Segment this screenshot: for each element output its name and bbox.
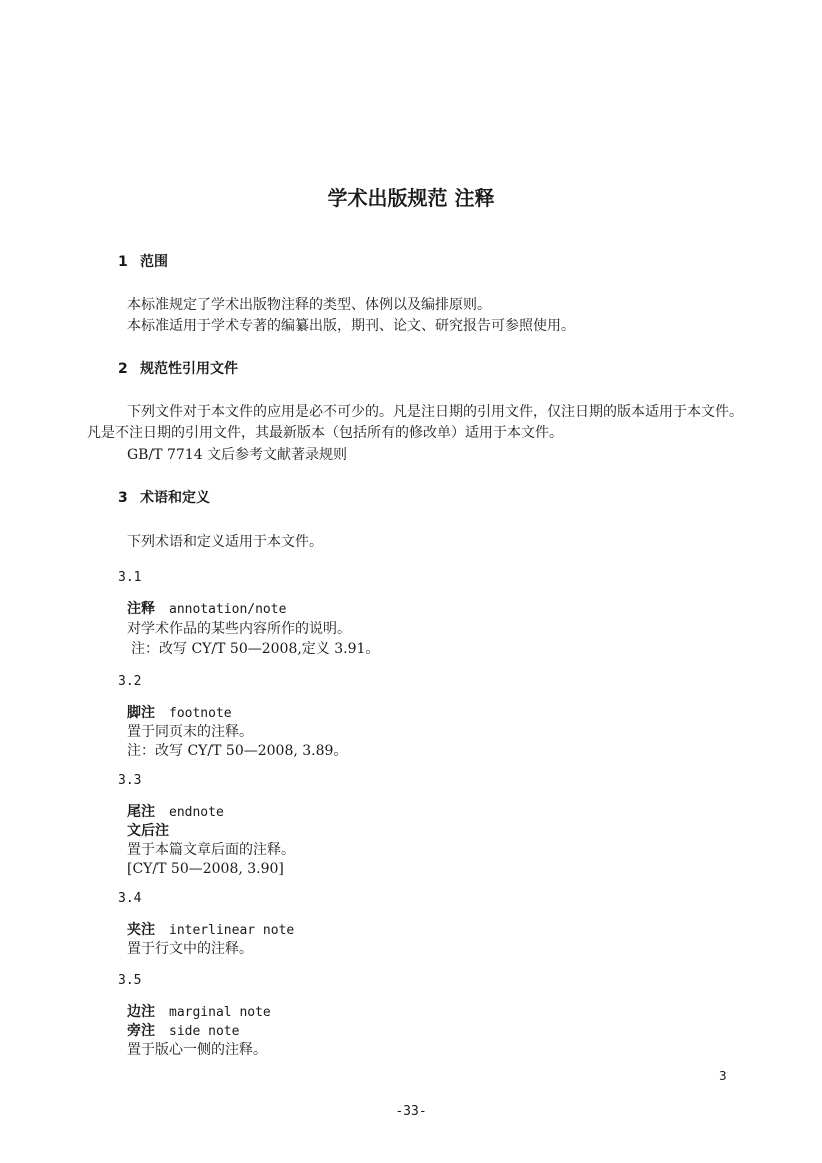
section-3-heading: [118, 489, 210, 507]
normative-reference: GB/T 7714 文后参考文献著录规则: [127, 447, 348, 463]
section-1-heading: [118, 253, 168, 271]
term-3-4-number: 3.4: [118, 891, 142, 906]
section-2-number: 2: [118, 361, 128, 377]
term-3-1-definition: 对学术作品的某些内容所作的说明。: [127, 621, 351, 637]
term-3-5-zh: 边注: [127, 1004, 155, 1020]
term-3-2-zh: 脚注: [127, 705, 155, 721]
term-3-1-en: annotation/note: [169, 602, 287, 617]
term-3-3-definition: 置于本篇文章后面的注释。: [127, 842, 295, 858]
term-3-5-number: 3.5: [118, 973, 142, 988]
section-3-intro: 下列术语和定义适用于本文件。: [127, 534, 323, 550]
term-3-4-en: interlinear note: [169, 923, 295, 938]
document-title: 学术出版规范 注释: [327, 186, 495, 210]
term-3-5-alt-heading: [127, 1022, 239, 1041]
section-2-title: 规范性引用文件: [140, 361, 238, 377]
term-3-3-heading: [127, 803, 224, 822]
section-3-number: 3: [118, 490, 128, 506]
term-3-4-definition: 置于行文中的注释。: [127, 941, 253, 957]
term-3-1-number: 3.1: [118, 570, 142, 585]
term-3-2-definition: 置于同页末的注释。: [127, 724, 253, 740]
term-3-5-definition: 置于版心一侧的注释。: [127, 1042, 267, 1058]
term-3-3-alt-zh: 文后注: [127, 823, 169, 839]
footer-page-number: -33-: [395, 1104, 427, 1119]
section-2-heading: [118, 360, 238, 378]
term-3-3-number: 3.3: [118, 773, 142, 788]
term-3-5-alt-zh: 旁注: [127, 1023, 155, 1039]
page-number: 3: [719, 1069, 727, 1083]
term-3-4-zh: 夹注: [127, 922, 155, 938]
section-1-number: 1: [118, 254, 128, 270]
term-3-5-heading: [127, 1003, 271, 1022]
term-3-1-heading: [127, 600, 286, 619]
section-1-paragraph-1: 本标准规定了学术出版物注释的类型、体例以及编排原则。: [127, 297, 491, 313]
term-3-3-en: endnote: [169, 805, 224, 820]
term-3-1-zh: 注释: [127, 601, 155, 617]
term-3-3-source: [CY/T 50—2008, 3.90]: [127, 861, 284, 877]
section-1-paragraph-2: 本标准适用于学术专著的编纂出版，期刊、论文、研究报告可参照使用。: [127, 318, 575, 334]
term-3-5-alt-en: side note: [169, 1024, 240, 1039]
section-1-title: 范围: [140, 254, 168, 270]
section-2-paragraph-line-1: 下列文件对于本文件的应用是必不可少的。凡是注日期的引用文件，仅注日期的版本适用于本文件。: [127, 404, 743, 420]
term-3-2-number: 3.2: [118, 674, 142, 689]
term-3-1-note: 注：改写 CY/T 50—2008,定义 3.91。: [131, 641, 380, 657]
term-3-3-zh: 尾注: [127, 804, 155, 820]
term-3-2-heading: [127, 704, 232, 723]
section-3-title: 术语和定义: [140, 490, 210, 506]
term-3-2-note: 注：改写 CY/T 50—2008, 3.89。: [127, 743, 348, 759]
term-3-2-en: footnote: [169, 706, 232, 721]
term-3-5-en: marginal note: [169, 1005, 271, 1020]
section-2-paragraph-line-2: 凡是不注日期的引用文件，其最新版本（包括所有的修改单）适用于本文件。: [87, 425, 563, 441]
term-3-4-heading: [127, 921, 294, 940]
